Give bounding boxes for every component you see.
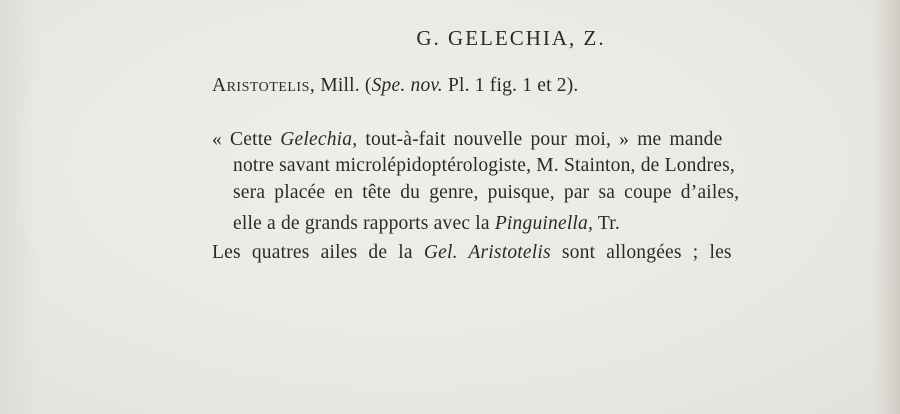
line5-part-a: Les quatres ailes de la: [212, 242, 413, 263]
line5-italic: Gel. Aristotelis: [423, 242, 551, 263]
reference-italic: Spe. nov.: [371, 75, 443, 96]
paragraph-line-4: [233, 213, 620, 235]
paragraph-line-1: [212, 129, 722, 151]
paragraph-line-5: [212, 242, 732, 264]
paragraph-line-2: notre savant microlépidoptérologiste, M. Stainton, de Londres,: [233, 155, 735, 176]
paragraph-line-3: sera placée en tête du genre, puisque, par sa coupe d’ailes,: [233, 182, 740, 203]
page-right-edge: [872, 0, 900, 414]
line4-part-b: Tr.: [597, 213, 620, 234]
line1-italic: Gelechia,: [280, 129, 358, 150]
line5-part-b: sont allongées ; les: [561, 242, 732, 263]
species-author: Mill.: [320, 75, 360, 96]
line4-part-a: elle a de grands rapports avec la: [233, 213, 490, 234]
species-entry: [212, 75, 579, 97]
reference-rest: Pl. 1 fig. 1 et 2).: [447, 75, 579, 96]
line4-italic: Pinguinella,: [494, 213, 594, 234]
reference-open: (: [364, 75, 372, 96]
line1-part-b: tout-à-fait nouvelle pour moi, » me mande: [365, 129, 723, 150]
line1-part-a: « Cette: [212, 129, 273, 150]
species-name: Aristotelis,: [212, 75, 316, 96]
page-left-shadow: [0, 0, 40, 414]
genus-heading: G. GELECHIA, Z.: [416, 26, 606, 50]
